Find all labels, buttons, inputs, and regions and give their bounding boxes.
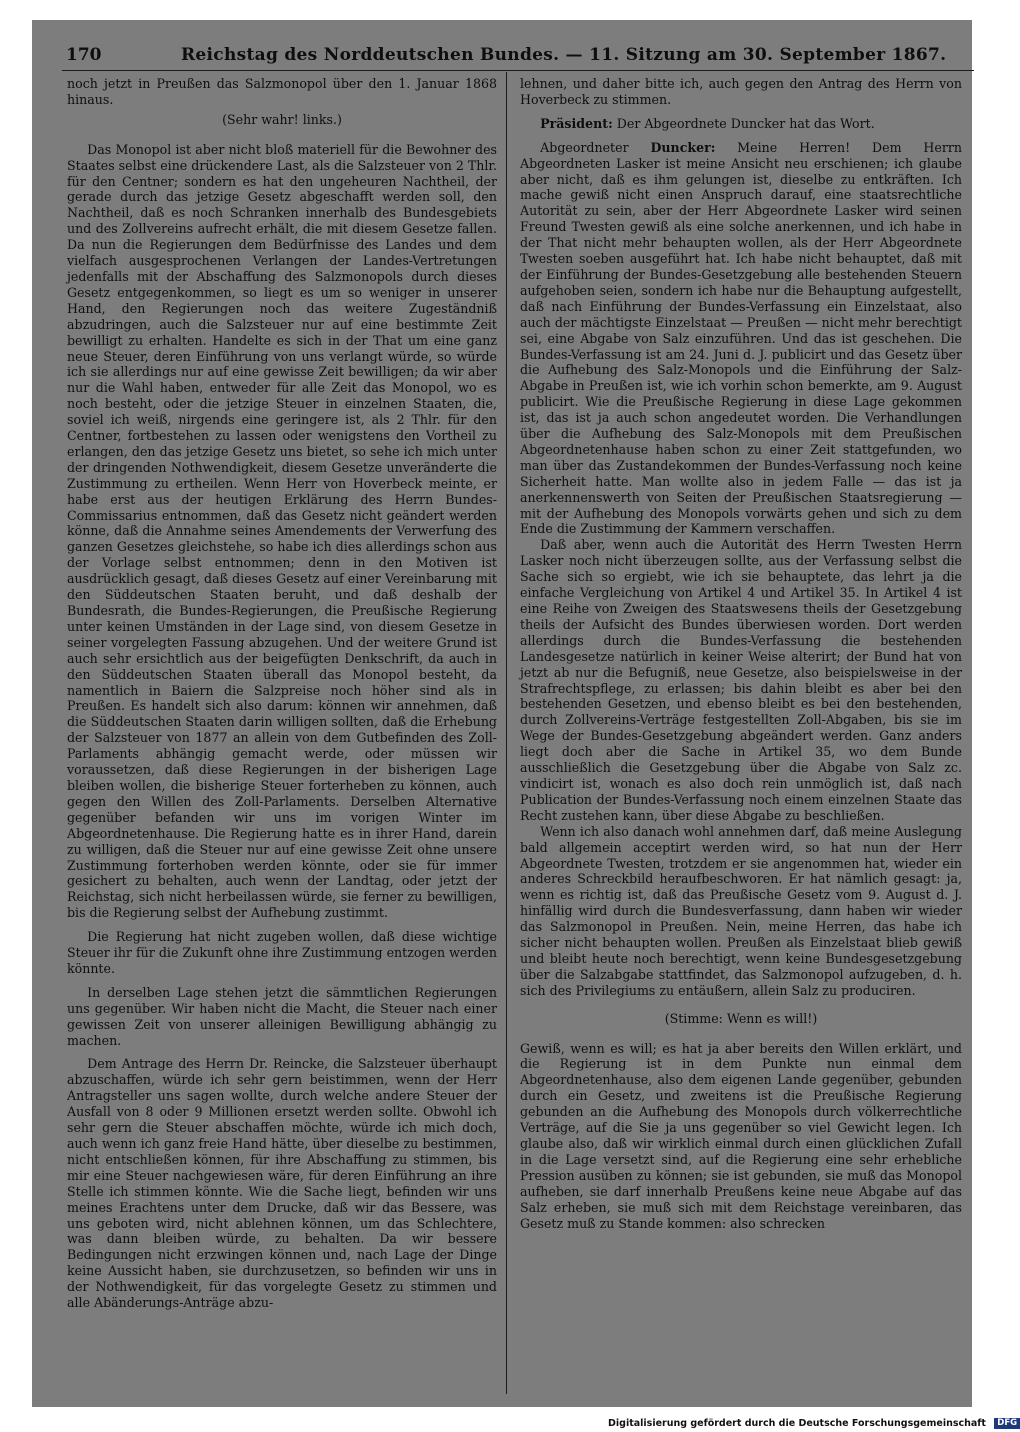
right-column (520, 76, 962, 1231)
dfg-logo: DFG (994, 1418, 1020, 1429)
page-header (66, 42, 947, 68)
header-rule (62, 70, 974, 71)
speech-text: Meine Herren! Dem Herrn Abgeordneten Lasker ist meine Ansicht neu erschienen; ich glaube aber nicht, daß es ihm gelungen ist, dieselbe zu entkräften. Ich mache gewiß nicht einen Anspruch darauf, eine staatsrechtliche Autorität zu sein, aber der Herr Abgeordnete Lasker wird seinen Freund Twesten gewiß als eine solche anerkennen, und ich habe in der That nicht mehr behaupten wollen, als der Herr Abgeordnete Twesten soeben ausgeführt hat. Ich habe nicht behauptet, daß mit der Einführung der Bundes-Gesetzgebung alle bestehenden Steuern aufgehoben seien, sondern ich habe nur die Behauptung aufgestellt, daß nach Einführung der Bundes-Verfassung ein Einzelstaat, also auch der mächtigste Einzelstaat — Preußen — nicht mehr berechtigt sei, eine Abgabe von Salz einzuführen. Und das ist geschehen. Die Bundes-Verfassung ist am 24. Juni d. J. publicirt und das Gesetz über die Aufhebung des Salz-Monopols und die Einführung der Salz-Abgabe in Preußen ist, wie ich vorhin schon bemerkte, am 9. August publicirt. Wie die Preußische Regierung in diese Lage gekommen ist, das ist ja auch schon angedeutet worden. Die Verhandlungen über die Aufhebung des Salz-Monopols mit dem Preußischen Abgeordnetenhause haben schon zu einer Zeit stattgefunden, wo man über das Zustandekommen der Bundes-Verfassung noch keine Sicherheit hatte. Man wollte also in jedem Falle — das ist ja anerkennenswerth von Seiten der Preußischen Staatsregierung — mit der Aufhebung des Monopols vorwärts gehen und sich zu dem Ende die Zustimmung der Kammern verschaffen. (520, 139, 962, 537)
paragraph: Daß aber, wenn auch die Autorität des Herrn Twesten Herrn Lasker noch nicht überzeugen sollte, aus der Verfassung selbst die Sache sich so ergiebt, wie ich sie behauptete, das lehrt ja die einfache Vergleichung von Artikel 4 und Artikel 35. In Artikel 4 ist eine Reihe von Zweigen des Staatswesens theils der Gesetzgebung theils der Aufsicht des Bundes überwiesen worden. Dort werden allerdings durch die Bundes-Verfassung die bestehenden Landesgesetze natürlich in keiner Weise alterirt; der Bund hat von jetzt ab nur die Befugniß, neue Gesetze, also beispielsweise in der Strafrechtspflege, zu erlassen; bis dahin bleibt es aber bei den bestehenden Gesetzen, und ebenso bleibt es bei den bestehenden, durch Zollvereins-Verträge festgestellten Zoll-Abgaben, bis sie im Wege der Bundes-Gesetzgebung abgeändert werden. Ganz anders liegt doch aber die Sache in Artikel 35, wo dem Bunde ausschließlich die Gesetzgebung über die Abgabe von Salz zc. vindicirt ist, wonach es also doch rein unmöglich ist, daß nach Publication der Bundes-Verfassung noch einem einzelnen Staate das Recht zustehen kann, über diese Abgabe zu beschließen. (520, 537, 962, 823)
scanned-page (32, 20, 972, 1407)
left-column (67, 76, 497, 1311)
speaker-name: Duncker: (650, 139, 716, 155)
paragraph: Das Monopol ist aber nicht bloß materiell für die Bewohner des Staates selbst eine drückendere Last, als die Salzsteuer von 2 Thlr. für den Centner; sondern es hat den ungeheuren Nachtheil, der gerade durch das jetzige Gesetz abgeschafft werden soll, den Nachtheil, daß es noch Schranken innerhalb des Bundesgebiets und des Zollvereins aufrecht erhält, die mit diesem Gesetze fallen. Da nun die Regierungen dem Bedürfnisse des Landes und dem vielfach ausgesprochenen Verlangen der Landes-Vertretungen jedenfalls mit der Abschaffung des Salzmonopols durch dieses Gesetz entgegenkommen, so liegt es um so weniger in unserer Hand, den Regierungen noch das weitere Zugeständniß abzudringen, auch die Salzsteuer nur auf eine bestimmte Zeit bewilligt zu erhalten. Handelte es sich in der That um eine ganz neue Steuer, deren Einführung von uns verlangt würde, so würde ich sie allerdings nur auf eine gewisse Zeit bewilligen; da wir aber nur die Wahl haben, entweder für alle Zeit das Monopol, wo es noch besteht, oder die jetzige Steuer in einzelnen Staaten, die, soviel ich weiß, nirgends eine geringere ist, als 2 Thlr. für den Centner, fortbestehen zu lassen oder wenigstens den Vortheil zu erlangen, den das jetzige Gesetz uns bietet, so sehe ich mich unter der dringenden Nothwendigkeit, diesem Gesetze unveränderte die Zustimmung zu ertheilen. Wenn Herr von Hoverbeck meinte, er habe erst aus der heutigen Erklärung des Herrn Bundes-Commissarius entnommen, daß das Gesetz nicht geändert werden könne, daß die Annahme seines Amendements der Verwerfung des ganzen Gesetzes gleichstehe, so habe ich dies allerdings schon aus der Vorlage selbst entnommen; denn in den Motiven ist ausdrücklich gesagt, daß dieses Gesetz auf einer Vereinbarung mit den Süddeutschen Staaten beruht, und daß deshalb der Bundesrath, die Bundes-Regierungen, die Preußische Regierung unter keinen Umständen in der Lage sind, von diesem Gesetze in seiner vorgelegten Fassung abzugehen. Und der weitere Grund ist auch sehr ersichtlich aus der beigefügten Denkschrift, da auch in den Süddeutschen Staaten überall das Monopol besteht, da namentlich in Baiern die Salzpreise noch höher sind als in Preußen. Es handelt sich also darum: können wir annehmen, daß die Süddeutschen Staaten darin willigen sollten, daß die Erhebung der Salzsteuer von 1877 an allein von dem Gutbefinden des Zoll-Parlaments abhängig gemacht werde, oder müssen wir voraussetzen, daß diese Regierungen in der bisherigen Lage bleiben wollen, die bisherige Steuer forterheben zu können, auch gegen den Willen des Zoll-Parlaments. Derselben Alternative gegenüber befanden wir uns im vorigen Winter im Abgeordnetenhause. Die Regierung hatte es in ihrer Hand, darein zu willigen, daß die Steuer nur auf eine gewisse Zeit ohne unsere Zustimmung forterhoben werden könnte, oder sie für immer gesichert zu behalten, auch wenn der Landtag, oder jetzt der Reichstag, sich nicht herbeilassen würde, sie ferner zu bewilligen, bis die Regierung selbst der Aufhebung zustimmt. (67, 141, 498, 921)
paragraph: Wenn ich also danach wohl annehmen darf, daß meine Auslegung bald allgemein acceptirt werden wird, so hat nun der Herr Abgeordnete Twesten, trotzdem er sie angenommen hat, wieder ein anderes Schreckbild heraufbeschworen. Er hat nämlich gesagt: ja, wenn es richtig ist, daß das Preußische Gesetz vom 9. August d. J. hinfällig wird durch die Bundesverfassung, dann haben wir wieder das Salzmonopol in Preußen. Nein, meine Herren, das habe ich sicher nicht behaupten wollen. Preußen als Einzelstaat blieb gewiß und bleibt heute noch berechtigt, wenn keine Bundesgesetzgebung über die Salzabgabe stattfindet, das Salzmonopol aufzugeben, d. h. sich des Privilegiums zu entäußern, allein Salz zu produciren. (520, 823, 962, 998)
paragraph: Dem Antrage des Herrn Dr. Reincke, die Salzsteuer überhaupt abzuschaffen, würde ich sehr gern beistimmen, wenn der Herr Antragsteller uns sagen wollte, durch welche andere Steuer der Ausfall von 8 oder 9 Millionen ersetzt werden sollte. Obwohl ich sehr gern die Steuer abschaffen möchte, würde ich mich doch, auch wenn ich ganz freie Hand hätte, über dieselbe zu bestimmen, nicht entschließen können, für ihre Abschaffung zu stimmen, bis mir eine Steuer nachgewiesen wäre, für deren Einführung an ihre Stelle ich stimmen könnte. Wie die Sache liegt, befinden wir uns meines Erachtens unter dem Drucke, daß wir das Bessere, was uns geboten wird, nicht ablehnen können, um das Schlechtere, was dann bleiben würde, zu behalten. Da wir bessere Bedingungen nicht erzwingen können und, nach Lage der Dinge keine Aussicht haben, sie durchzusetzen, so befinden wir uns in der Nothwendigkeit, für das vorgelegte Gesetz zu stimmen und alle Abänderungs-Anträge abzu- (67, 1056, 497, 1311)
speaker-prefix: Abgeordneter (540, 139, 629, 155)
paragraph: Gewiß, wenn es will; es hat ja aber bereits den Willen erklärt, und die Regierung ist in dem Punkte nun einmal dem Abgeordnetenhause, also dem eigenen Lande gegenüber, gebunden durch ein Gesetz, und zweitens ist die Preußische Regierung gebunden an die Aufhebung des Monopols durch völkerrechtliche Verträge, auf die Sie ja uns gegenüber so viel Gewicht legen. Ich glaube also, daß wir wirklich einmal durch einen glücklichen Zufall in die Lage versetzt sind, auf die Regierung eine sehr erhebliche Pression ausüben zu können; sie ist gebunden, sie muß das Monopol aufheben, sie darf innerhalb Preußens keine neue Abgabe auf das Salz erheben, sie muß sich mit dem Reichstage vereinbaren, das Gesetz muß zu Stande kommen: also schrecken (520, 1040, 962, 1231)
paragraph: noch jetzt in Preußen das Salzmonopol über den 1. Januar 1868 hinaus. (67, 76, 497, 107)
column-divider (506, 72, 507, 1394)
paragraph: In derselben Lage stehen jetzt die sämmtlichen Regierungen uns gegenüber. Wir haben nicht die Macht, die Steuer nach einer gewissen Zeit von unserer alleinigen Bewilligung abhängig zu machen. (67, 984, 497, 1048)
speaker-line-president (520, 116, 962, 132)
interjection: (Stimme: Wenn es will!) (664, 1010, 818, 1026)
paragraph: lehnen, und daher bitte ich, auch gegen den Antrag des Herrn von Hoverbeck zu stimmen. (520, 76, 962, 107)
credit-text: Digitalisierung gefördert durch die Deutsche Forschungsgemeinschaft (608, 1418, 986, 1429)
paragraph (520, 140, 962, 538)
paragraph: Die Regierung hat nicht zugeben wollen, daß diese wichtige Steuer ihr für die Zukunft ohne ihre Zustimmung entzogen werden könnte. (67, 929, 497, 976)
digitization-credit (608, 1418, 1018, 1430)
page-number: 170 (66, 45, 102, 65)
speaker-text: Der Abgeordnete Duncker hat das Wort. (616, 115, 875, 131)
interjection: (Sehr wahr! links.) (222, 111, 342, 127)
speaker-label: Präsident: (540, 115, 613, 131)
running-title: Reichstag des Norddeutschen Bundes. — 11. Sitzung am 30. September 1867. (181, 45, 947, 65)
